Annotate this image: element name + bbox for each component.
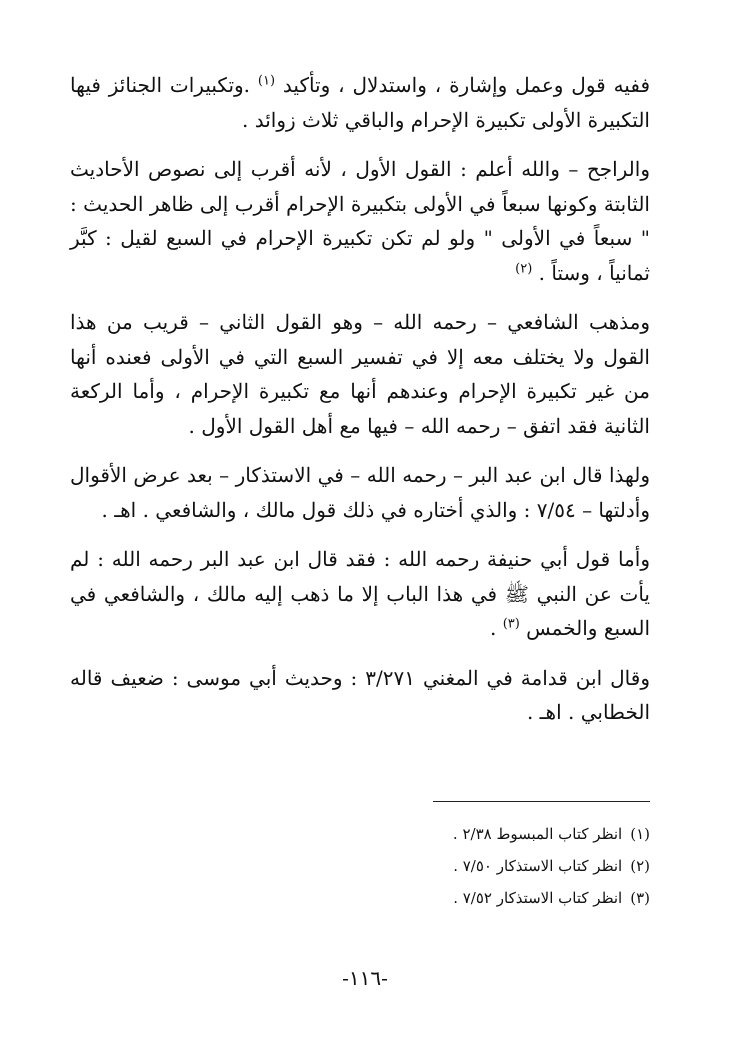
footnote-2 [90, 850, 650, 882]
paragraph-1 [70, 68, 650, 137]
footnote-number: (١) [630, 825, 650, 843]
paragraph-3 [70, 305, 650, 443]
paragraph-3-text: ومذهب الشافعي – رحمه الله – وهو القول الثاني – قريب من هذا القول ولا يختلف معه إلا في تفسير السبع التي في الأولى فعنده أنها من غير تكبيرة الإحرام وعندهم أنها مع تكبيرة الإحرام ، وأما الركعة الثانية فقد اتفق – رحمه الله – فيها مع أهل القول الأول . [70, 310, 650, 438]
paragraph-2-text: والراجح – والله أعلم : القول الأول ، لأنه أقرب إلى نصوص الأحاديث الثابتة وكونها سبعاً في الأولى بتكبيرة الإحرام أقرب إلى ظاهر الحديث : " سبعاً في الأولى " ولو لم تكن تكبيرة الإحرام في السبع لقيل : كبَّر ثمانياً ، وستاً . [70, 157, 650, 285]
footnote-ref-1: (١) [257, 73, 276, 89]
footnote-3 [90, 882, 650, 914]
paragraph-1-text: ففيه قول وعمل وإشارة ، واستدلال ، وتأكيد [275, 73, 651, 97]
footnote-number: (٣) [630, 889, 650, 907]
main-text [70, 68, 650, 730]
footnote-text: انظر كتاب الاستذكار ٧/٥٠ . [453, 857, 623, 875]
paragraph-1-text-continued: .وتكبيرات الجنائز فيها التكبيرة الأولى تكبيرة الإحرام والباقي ثلاث زوائد . [70, 73, 650, 132]
footnote-separator [433, 801, 650, 802]
footnote-number: (٢) [630, 857, 650, 875]
paragraph-6-text: وقال ابن قدامة في المغني ٣/٢٧١ : وحديث أبي موسى : ضعيف قاله الخطابي . اهـ . [70, 665, 650, 724]
page-number: -١١٦- [342, 966, 388, 990]
footnote-1 [90, 818, 650, 850]
paragraph-5-text-continued: . [489, 616, 503, 640]
footnotes [90, 818, 650, 914]
paragraph-6 [70, 661, 650, 730]
paragraph-5-text: وأما قول أبي حنيفة رحمه الله : فقد قال ابن عبد البر رحمه الله : لم يأت عن النبي ﷺ في هذا الباب إلا ما ذهب إليه مالك ، والشافعي في السبع والخمس [70, 547, 650, 640]
paragraph-5 [70, 542, 650, 646]
paragraph-2 [70, 152, 650, 290]
footnote-ref-2: (٢) [515, 260, 533, 276]
footnote-ref-3: (٣) [502, 616, 520, 632]
footnote-text: انظر كتاب الاستذكار ٧/٥٢ . [453, 889, 623, 907]
footnote-text: انظر كتاب المبسوط ٢/٣٨ . [452, 825, 623, 843]
paragraph-4 [70, 458, 650, 527]
paragraph-4-text: ولهذا قال ابن عبد البر – رحمه الله – في الاستذكار – بعد عرض الأقوال وأدلتها – ٧/٥٤ : والذي أختاره في ذلك قول مالك ، والشافعي . اهـ . [70, 463, 650, 522]
